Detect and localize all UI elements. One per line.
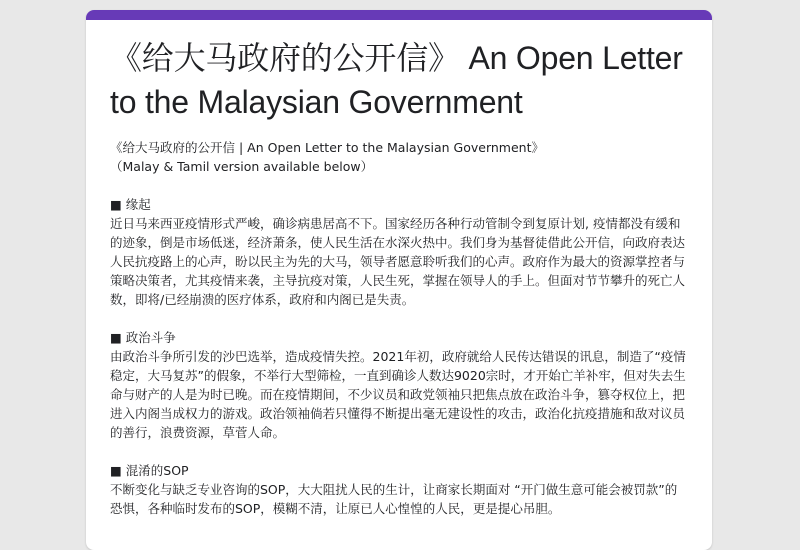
section-body-origin: 近日马来西亚疫情形式严峻，确诊病患居高不下。国家经历各种行动管制令到复原计划, 疫情都没有缓和的迹象，倒是市场低迷，经济萧条，使人民生活在水深火热中。我们身为基督徒借此公开信，向政府表达人民抗疫路上的心声，盼以民主为先的大马，领导者愿意聆听我们的心声。政府作为最大的资源掌控者与策略决策者，尤其疫情来袭，主导抗疫对策，人民生死，掌握在领导人的手上。但面对节节攀升的死亡人数，即将/已经崩溃的医疗体系，政府和内阁已是失责。 bbox=[110, 216, 686, 307]
description-intro-title: 《给大马政府的公开信 | An Open Letter to the Malaysian Government》 bbox=[110, 140, 544, 155]
section-body-sop: 不断变化与缺乏专业咨询的SOP，大大阻扰人民的生计，让商家长期面对 “开门做生意可能会被罚款”的恐惧，各种临时发布的SOP，模糊不清，让原已人心惶惶的人民，更是提心吊胆。 bbox=[110, 482, 678, 516]
form-header-body bbox=[86, 20, 712, 518]
form-accent-bar bbox=[86, 10, 712, 20]
paragraph-spacer bbox=[110, 176, 688, 195]
form-title: 《给大马政府的公开信》 An Open Letter to the Malaysian Government bbox=[110, 40, 683, 120]
paragraph-spacer bbox=[110, 309, 688, 328]
section-heading-origin: ■ 缘起 bbox=[110, 197, 151, 212]
form-header-card bbox=[86, 10, 712, 550]
section-heading-politics: ■ 政治斗争 bbox=[110, 330, 176, 345]
section-body-politics: 由政治斗争所引发的沙巴选举，造成疫情失控。2021年初，政府就给人民传达错误的讯息，制造了“疫情稳定，大马复苏”的假象，不举行大型筛检，一直到确诊人数达9020宗时，才开始亡羊补牢，但对失去生命与财产的人是为时已晚。而在疫情期间，不少议员和政党领袖只把焦点放在政治斗争，篡夺权位上，把进入内阁当成权力的游戏。政治领袖倘若只懂得不断提出毫无建设性的攻击，政治化抗疫措施和敌对议员的善行，浪费资源，草菅人命。 bbox=[110, 349, 686, 440]
description-intro-note: （Malay & Tamil version available below） bbox=[110, 159, 374, 174]
paragraph-spacer bbox=[110, 442, 688, 461]
form-description bbox=[110, 138, 688, 518]
section-heading-sop: ■ 混淆的SOP bbox=[110, 463, 189, 478]
